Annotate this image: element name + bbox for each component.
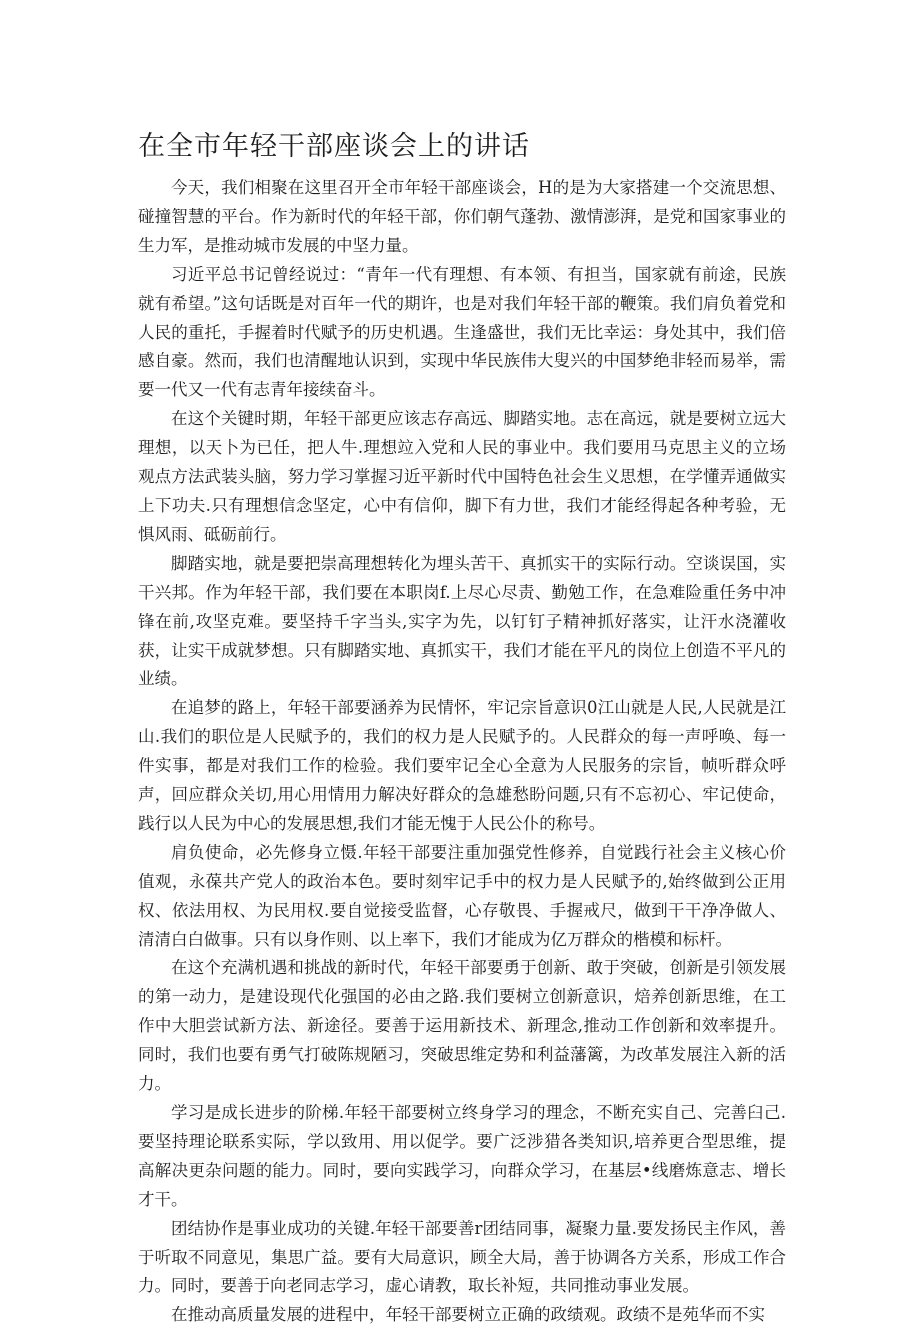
- paragraph: 学习是成长进步的阶梯.年轻干部要树立终身学习的理念，不断充实自己、完善臼己.要坚持理论联系实际，学以致用、用以促学。要广泛涉猎各类知识,培养更合型思维，提高解决更杂问题的能力。同时，要向实践学习，向群众学习，在基层•线磨炼意志、增长才干。: [138, 1103, 786, 1209]
- document-title: 在全市年轻干部座谈会上的讲话: [138, 131, 530, 162]
- paragraph: 在这个充满机遇和挑战的新时代，年轻干部要勇于创新、敢于突破，创新是引领发展的第一动力，是建设现代化强国的必由之路.我们要树立创新意识，焙养创新思维，在工作中大胆尝试新方法、新途径。要善于运用新技术、新理念,推动工作创新和效率提升。同时，我们也要有勇气打破陈规陋习，突破思维定势和利益藩篱，为改革发展注入新的活力。: [138, 958, 786, 1094]
- paragraph: 在追梦的路上，年轻干部要涵养为民情怀，牢记宗旨意识0江山就是人民,人民就是江山.我们的职位是人民赋予的，我们的权力是人民赋予的。人民群众的每一声呼唤、每一件实事，都是对我们工作的检验。我们要牢记全心全意为人民服务的宗旨，帧听群众呼声，回应群众关切,用心用情用力解决好群众的急雄愁盼问题,只有不忘初心、牢记使命，践行以人民为中心的发展思想,我们才能无愧于人民公仆的称号。: [138, 698, 786, 833]
- paragraph: 今天，我们相聚在这里召开全市年轻干部座谈会，H的是为大家搭建一个交流思想、碰撞智慧的平台。作为新时代的年轻干部，你们朝气蓬勃、激情澎湃，是党和国家事业的生力军，是推动城市发展的中坚力量。: [138, 178, 786, 255]
- paragraph: 在推动高质量发展的进程中，年轻干部要树立正确的政绩观。政绩不是苑华而不实: [171, 1305, 765, 1325]
- document-body: [138, 174, 786, 1330]
- paragraph: 在这个关键时期，年轻干部更应该志存高远、脚踏实地。志在高远，就是要树立远大理想，以天卜为已任，把人牛.理想竝入党和人民的事业中。我们要用马克思主义的立场观点方法武装头脑，努力学习掌握习近平新时代中国特色社会生义思想，在学懂弄通做实上下功夫.只有理想信念坚定，心中有信仰，脚下有力世，我们才能经得起各种考验，无惧风雨、砥砺前行。: [138, 409, 786, 544]
- paragraph: 肩负使命，必先修身立慑.年轻干部要注重加强党性修养，自觉践行社会主义核心价值观，永葆共产党人的政治本色。要时刻牢记手中的权力是人民赋予的,始终做到公正用权、依法用权、为民用权.要自觉接受监督，心存敬畏、手握戒尺，做到干干净净做人、清清白白做事。只有以身作则、以上率下，我们才能成为亿万群众的楷模和标杆。: [138, 842, 786, 949]
- paragraph: 习近平总书记曾经说过：“青年一代有理想、有本领、有担当，国家就有前途，民族就有希望。”这句话既是对百年一代的期许，也是对我们年轻干部的鞭策。我们肩负着党和人民的重托，手握着时代赋予的历史机遇。生逢盛世，我们无比幸运：身处其中，我们倍感自豪。然而，我们也清醒地认识到，实现中华民族伟大叟兴的中国梦绝非轻而易举，需要一代又一代有志青年接续奋斗。: [138, 264, 786, 400]
- paragraph: 团结协作是事业成功的关键.年轻干部要善r团结同事，凝聚力量.要发扬民主作风，善于听取不同意见，集思广益。要有大局意识，顾全大局，善于协调各方关系，形成工作合力。同时，要善于向老同志学习，虚心请教，取长补短，共同推动事业发展。: [138, 1218, 786, 1296]
- paragraph: 脚踏实地，就是要把崇高理想转化为埋头苦干、真抓实干的实际行动。空谈误国，实干兴邦。作为年轻干部，我们要在本职岗f.上尽心尽责、勤勉工作，在急难险重任务中冲锋在前,攻坚克难。要坚持千字当头,实字为先，以钉钉子精神抓好落实，让汗水浇灌收获，让实干成就梦想。只有脚踏实地、真抓实干，我们才能在平凡的岗位上创造不平凡的业绩。: [138, 553, 786, 689]
